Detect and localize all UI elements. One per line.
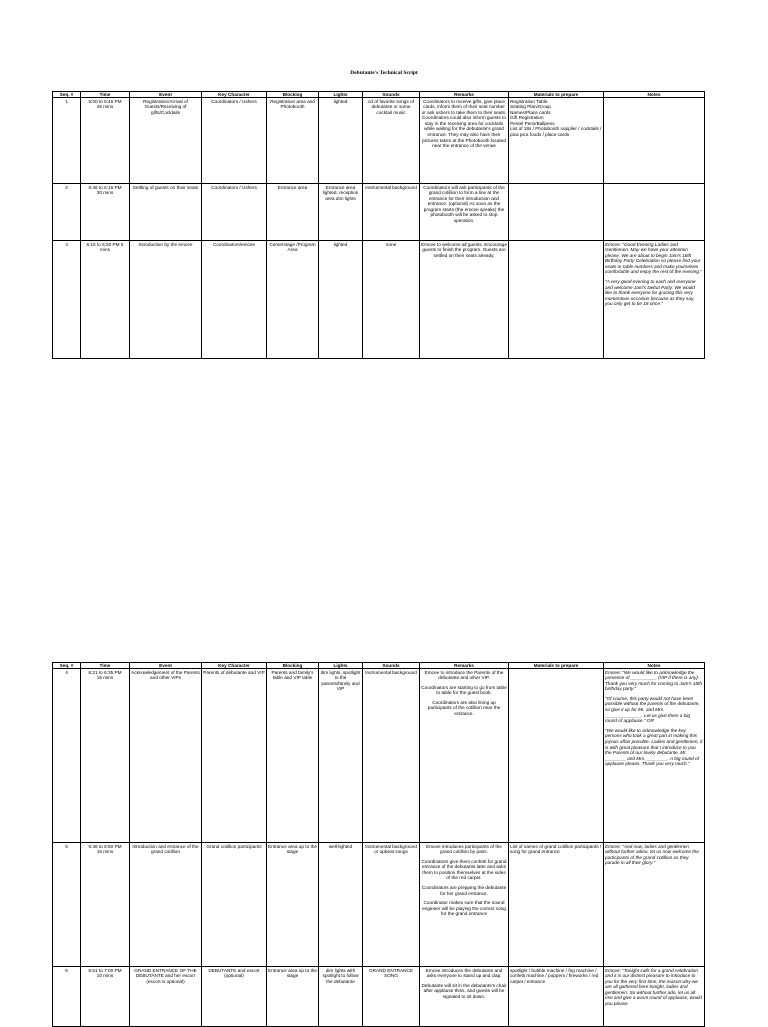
- remarks-cell: [420, 241, 509, 359]
- header-time: Time: [81, 92, 130, 98]
- materials-cell: Registration Table Seating Plan/Group Names/Place cards Gift Registration Pentel Pens/Ballpens List of 18s / Photobooth supplier / cocktails / pica pica foods / place cards: [509, 98, 604, 184]
- paragraph: Debutante will sit in the debutante's chair after applause thins, and guests will be signaled to sit down.: [421, 982, 507, 999]
- key-character-cell: Grand cotillion participants: [202, 843, 267, 967]
- header-blocking: Blocking: [267, 92, 319, 98]
- remarks-cell: [420, 967, 509, 1027]
- paragraph: Coordinators to receive gifts, give place cards, inform them of their seat number or ask ushers to take them to their seats. Coordinators could also inform guests to stay in the receiving area for cocktails while waiting for the debutante's grand entrance. They may also have their pictures taken at the Photobooth located near the entrance of the venue: [421, 98, 507, 149]
- seq-cell: 1: [53, 98, 81, 184]
- header-lights: Lights: [319, 663, 363, 669]
- event-cell: GRAND ENTRANCE OF THE DEBUTANTE and her escort (escort is optional): [130, 967, 202, 1027]
- remarks-cell: [420, 843, 509, 967]
- remarks-cell: [420, 184, 509, 241]
- key-character-cell: Parents of debutante and VIP: [202, 669, 267, 843]
- blocking-cell: Registration area and Photobooth: [267, 98, 319, 184]
- paragraph: Coordinators are also lining up participants of the cotillion near the entrance.: [427, 699, 501, 717]
- lights-cell: lighted: [319, 98, 363, 184]
- header-blocking: Blocking: [267, 663, 319, 669]
- header-time: Time: [81, 663, 130, 669]
- paragraph: Coordinators give them confetti for grand entrance of the debutante later and asks them to position themselves at the sides of the red carpet.: [421, 858, 507, 881]
- paragraph: Emcee introduces the debutante and asks everyone to stand up and clap.: [425, 967, 503, 979]
- notes-cell: [604, 241, 705, 359]
- header-notes: Notes: [604, 92, 705, 98]
- event-cell: Acknowledgement of the Parents and other VIPs: [130, 669, 202, 843]
- table-row: [53, 669, 705, 843]
- sounds-cell: Instrumental background or upbeat songs: [363, 843, 420, 967]
- seq-cell: 2: [53, 184, 81, 241]
- blocking-cell: Entrance area: [267, 184, 319, 241]
- event-cell: Introduction by the emcee: [130, 241, 202, 359]
- header-materials: Materials to prepare: [509, 663, 604, 669]
- lights-cell: dim lights, spotlight to the parents/family and VIP: [319, 669, 363, 843]
- paragraph: Coordinators will ask participants of the grand cotillion to form a line at the entrance for their introduction and entrance. (optional) As soon as the program starts (the emcee speaks) the photobooth will be asked to stop operation.: [423, 184, 505, 224]
- paragraph: Emcee: "Tonight calls for a grand celebration and it is our distinct pleasure to introduce to you for the very first time, the reason why we are all gathered here tonight, ladies and gentlemen. So without further ado, let us all rise and give a warm round of applause, would you please: [605, 967, 702, 1007]
- notes-cell: [604, 98, 705, 184]
- document-title: Debutante's Technical Script: [350, 70, 418, 76]
- table-row: [53, 967, 705, 1027]
- table-row: [53, 184, 705, 241]
- seq-cell: 3: [53, 241, 81, 359]
- event-cell: Settling of guests on their seats: [130, 184, 202, 241]
- materials-cell: spotlight / bubble machine / fog machine / confetti machine / poppers / fireworks / red carpet / entrance: [509, 967, 604, 1027]
- notes-cell: [604, 967, 705, 1027]
- time-cell: 5:00 to 5:45 PM 45 mins: [81, 98, 130, 184]
- sounds-cell: none: [363, 241, 420, 359]
- table-row: [53, 843, 705, 967]
- technical-script-table-page-1: [52, 91, 705, 359]
- notes-cell: [604, 669, 705, 843]
- materials-cell: [509, 669, 604, 843]
- notes-cell: [604, 843, 705, 967]
- sounds-cell: GRAND ENTRANCE SONG: [363, 967, 420, 1027]
- paragraph: "Of course, this party would not have been possible without the parents of the debutante, so give it up for Mr. and Mrs. ______________. Let us give them a big round of applause." OR: [605, 695, 700, 724]
- paragraph: "A very good evening to each and everyone and welcome Jam's Debut Party. We would like to thank everyone for gracing this very momentous occasion because as they say, you only get to be 18 once.": [605, 279, 696, 307]
- paragraph: "We would like to acknowledge the key persons who took a great part in making this joyous affair possible. Ladies and gentlemen, it is with great pleasure that I introduce to you the Parents of our lovely debutante, Mr. ________ and Mrs. ________. A big round of applause please. Thank you very much.": [605, 727, 703, 767]
- header-event: Event: [130, 663, 202, 669]
- header-event: Event: [130, 92, 202, 98]
- header-key-character: Key Character: [202, 92, 267, 98]
- blocking-cell: Entrance area up to the stage: [267, 843, 319, 967]
- key-character-cell: DEBUTANTE and escort (optional): [202, 967, 267, 1027]
- paragraph: Coordinators are starting to go from table to table for the guest book.: [421, 684, 507, 696]
- lights-cell: dim lights with spotlight to follow the debutante: [319, 967, 363, 1027]
- key-character-cell: Coordinators/emcee: [202, 241, 267, 359]
- paragraph: Emcee: "We would like to acknowledge the presence of __________ (VIP if there is any). Thank you very much for coming to Jam's 18th birthday party.": [605, 669, 703, 692]
- header-sounds: Sounds: [363, 663, 420, 669]
- header-materials: Materials to prepare: [509, 92, 604, 98]
- seq-cell: 5: [53, 843, 81, 967]
- materials-cell: [509, 241, 604, 359]
- blocking-cell: Parents and family's table and VIP table: [267, 669, 319, 843]
- paragraph: Emcee: "Good Evening Ladies and Gentlemen. May we have your attention please. We are about to begin Jam's 18th Birthday Party Celebration so please find your seats or table numbers and make yourselves comfortable and enjoy the rest of the evening.": [605, 241, 702, 275]
- time-cell: 5:46 to 6:15 PM 30 mins: [81, 184, 130, 241]
- header-sounds: Sounds: [363, 92, 420, 98]
- time-cell: 6:15 to 6:20 PM 5 mins: [81, 241, 130, 359]
- event-cell: Registration/Arrival of Guests/Receiving of gifts/Cocktails: [130, 98, 202, 184]
- header-seq: Seq. #: [53, 663, 81, 669]
- header-remarks: Remarks: [420, 92, 509, 98]
- materials-cell: [509, 184, 604, 241]
- table-row: [53, 98, 705, 184]
- seq-cell: 6: [53, 967, 81, 1027]
- header-notes: Notes: [604, 663, 705, 669]
- header-remarks: Remarks: [420, 663, 509, 669]
- remarks-cell: [420, 669, 509, 843]
- header-key-character: Key Character: [202, 663, 267, 669]
- time-cell: 6:21 to 6:35 PM 15 mins: [81, 669, 130, 843]
- sounds-cell: Instrumental background: [363, 669, 420, 843]
- header-lights: Lights: [319, 92, 363, 98]
- sounds-cell: Instrumental background: [363, 184, 420, 241]
- lights-cell: Entrance area lighted, reception area dim lights: [319, 184, 363, 241]
- paragraph: Coordinator makes sure that the sound engineer will be playing the correct song for the grand entrance: [422, 900, 506, 917]
- lights-cell: lighted: [319, 241, 363, 359]
- key-character-cell: Coordinators / Ushers: [202, 184, 267, 241]
- paragraph: Emcee introduces participants of the grand cotillion by pairs.: [426, 843, 502, 855]
- key-character-cell: Coordinators / Ushers: [202, 98, 267, 184]
- paragraph: Emcee to welcome all guests. Encourage guests to finish the program. Guests are settled on their seats already.: [421, 241, 507, 258]
- paragraph: Coordinators are prepping the debutante for her grand entrance.: [421, 885, 507, 896]
- blocking-cell: Centerstage /Program Area: [267, 241, 319, 359]
- sounds-cell: cd of favorite songs of debutante or some cocktail music: [363, 98, 420, 184]
- header-seq: Seq. #: [53, 92, 81, 98]
- time-cell: 6:51 to 7:00 PM 10 mins: [81, 967, 130, 1027]
- remarks-cell: [420, 98, 509, 184]
- paragraph: Emcee to introduce the Parents of the debutante and other VIP.: [424, 669, 504, 681]
- paragraph: Emcee: "And now, ladies and gentlemen without further adieu, let us now welcome the participants of the grand cotillion as they parade in all their glory.": [605, 843, 699, 866]
- table-row: [53, 241, 705, 359]
- time-cell: 6:36 to 6:50 PM 15 mins: [81, 843, 130, 967]
- lights-cell: well-lighted: [319, 843, 363, 967]
- blocking-cell: Entrance area up to the stage: [267, 967, 319, 1027]
- seq-cell: 4: [53, 669, 81, 843]
- notes-cell: [604, 184, 705, 241]
- materials-cell: List of names of grand cotillion participants / song for grand entrance: [509, 843, 604, 967]
- event-cell: Introduction and entrance of the grand cotillion: [130, 843, 202, 967]
- technical-script-table-page-2: [52, 662, 705, 1027]
